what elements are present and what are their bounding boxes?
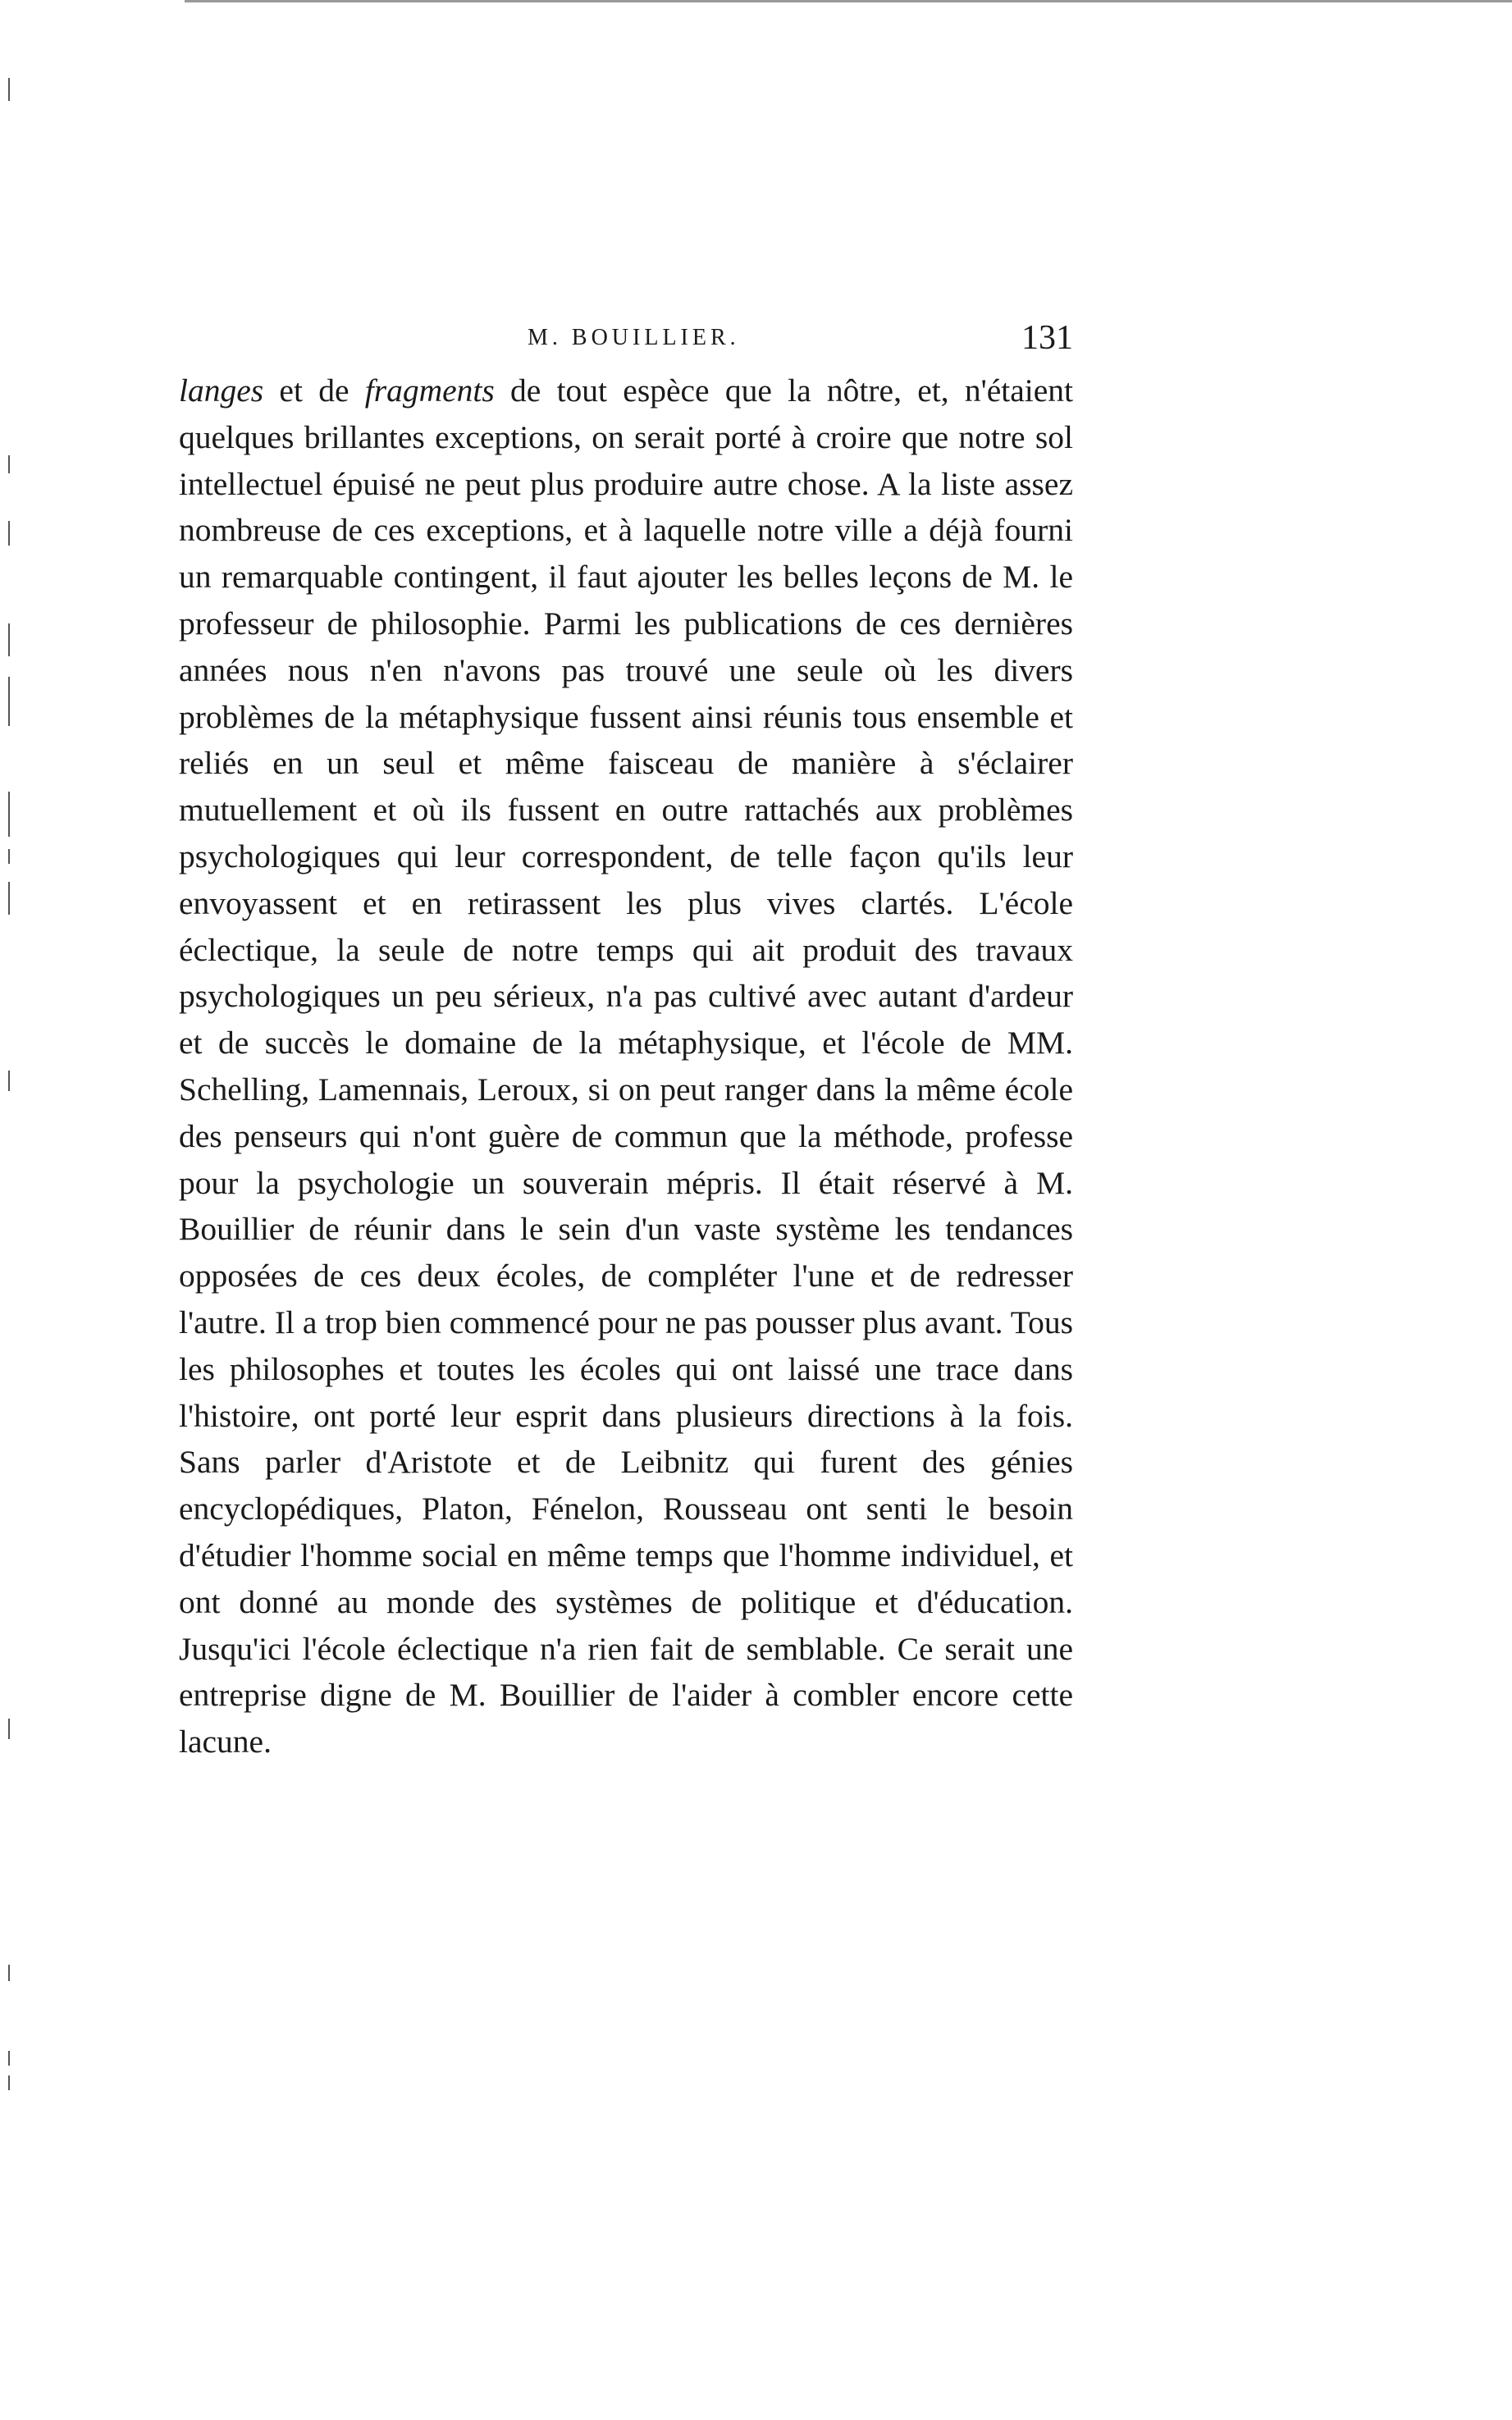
body-paragraph <box>179 368 1073 1765</box>
scan-gutter-mark <box>8 521 10 546</box>
scan-gutter-mark <box>8 1071 10 1091</box>
scan-gutter-mark <box>8 78 10 101</box>
scan-gutter-mark <box>8 2075 10 2090</box>
page-top-edge <box>185 0 1512 2</box>
lead-join-text: et de <box>263 372 365 409</box>
scan-gutter-mark <box>8 1965 10 1981</box>
scan-gutter-mark <box>8 792 10 837</box>
scan-gutter-mark <box>8 623 10 656</box>
scan-gutter-mark <box>8 849 10 864</box>
scan-gutter-mark <box>8 882 10 915</box>
running-head <box>179 318 1073 368</box>
running-title: M. BOUILLIER. <box>528 325 740 350</box>
italic-word-langes: langes <box>179 372 264 409</box>
italic-word-fragments: fragments <box>364 372 495 409</box>
body-text: de tout espèce que la nôtre, et, n'étaient quelques brillantes exceptions, on serait porté à croire que notre sol intellectuel épuisé ne peut plus produire autre chose. A la liste assez nombreuse de ces exceptions, et à laquelle notre ville a déjà fourni un remarquable contingent, il faut ajouter les belles leçons de M. le professeur de philosophie. Parmi les publications de ces dernières années nous n'en n'avons pas trouvé une seule où les divers problèmes de la métaphysique fussent ainsi réunis tous ensemble et reliés en un seul et même faisceau de manière à s'éclairer mutuellement et où ils fussent en outre rattachés aux problèmes psychologiques qui leur correspondent, de telle façon qu'ils leur envoyassent et en retirassent les plus vives clartés. L'école éclectique, la seule de notre temps qui ait produit des travaux psychologiques un peu sérieux, n'a pas cultivé avec autant d'ardeur et de succès le domaine de la métaphysique, et l'école de MM. Schelling, Lamennais, Leroux, si on peut ranger dans la même école des penseurs qui n'ont guère de commun que la méthode, professe pour la psychologie un souverain mépris. Il était réservé à M. Bouillier de réunir dans le sein d'un vaste système les tendances opposées de ces deux écoles, de compléter l'une et de redresser l'autre. Il a trop bien commencé pour ne pas pousser plus avant. Tous les philosophes et toutes les écoles qui ont laissé une trace dans l'histoire, ont porté leur esprit dans plusieurs directions à la fois. Sans parler d'Aristote et de Leibnitz qui furent des génies encyclopédiques, Platon, Fénelon, Rousseau ont senti le besoin d'étudier l'homme social en même temps que l'homme individuel, et ont donné au monde des systèmes de politique et d'éducation. Jusqu'ici l'école éclectique n'a rien fait de semblable. Ce serait une entreprise digne de M. Bouillier de l'aider à combler encore cette lacune. <box>179 372 1074 1760</box>
scan-gutter-mark <box>8 455 10 473</box>
scan-gutter-mark <box>8 677 10 726</box>
book-page <box>179 318 1073 1765</box>
scan-gutter-mark <box>8 1719 10 1739</box>
scan-gutter-mark <box>8 2051 10 2066</box>
page-number: 131 <box>1021 319 1073 357</box>
